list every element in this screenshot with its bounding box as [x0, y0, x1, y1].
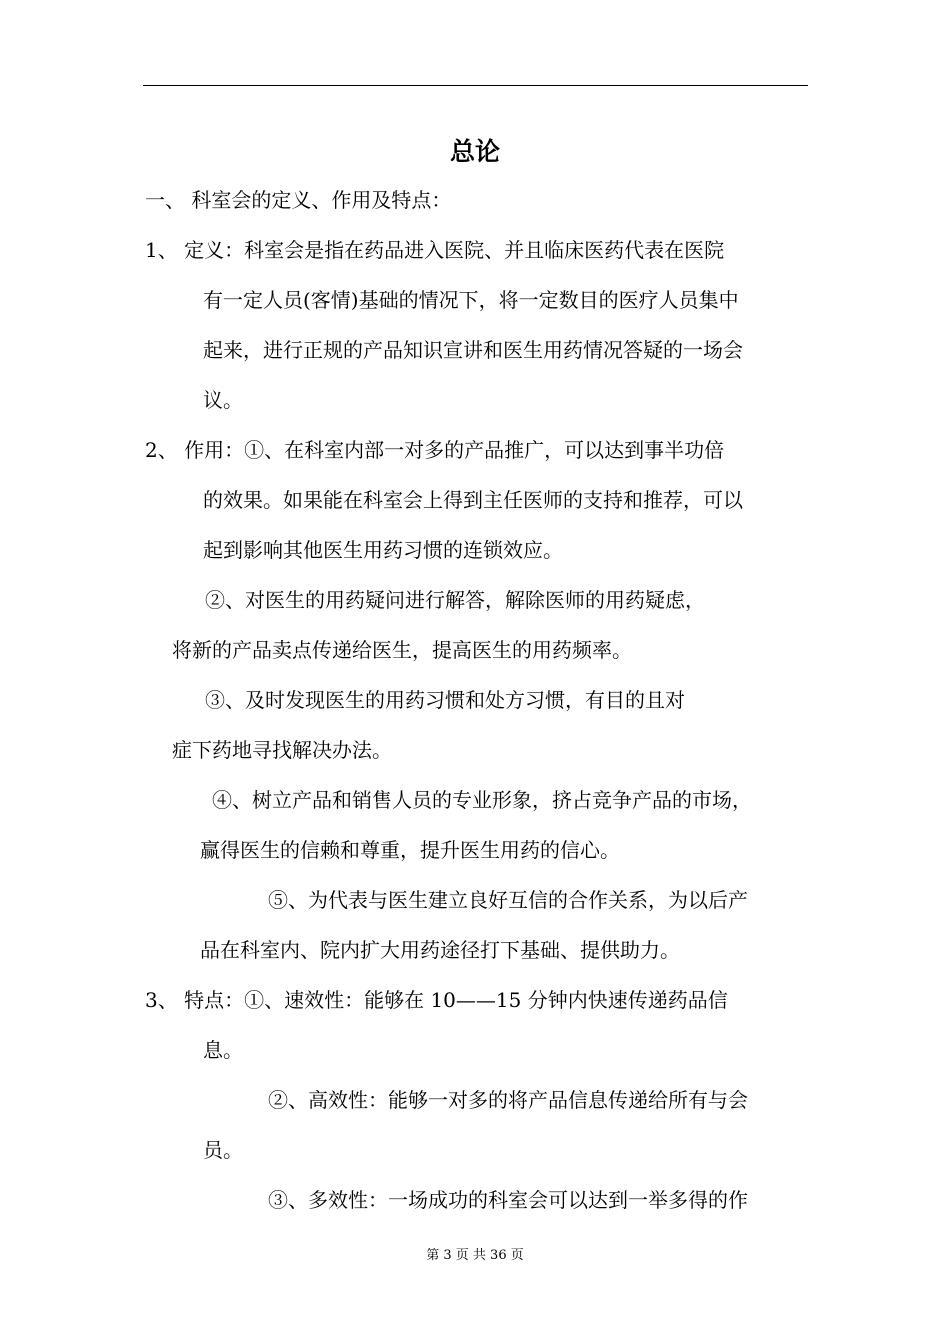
- paragraph-line: 2、 作用：①、在科室内部一对多的产品推广，可以达到事半功倍: [145, 438, 725, 462]
- paragraph-line: 员。: [203, 1138, 243, 1162]
- paragraph-line: 3、 特点：①、速效性：能够在 10——15 分钟内快速传递药品信: [145, 988, 728, 1012]
- paragraph-line: 有一定人员(客情)基础的情况下，将一定数目的医疗人员集中: [203, 288, 739, 312]
- header-rule: [143, 85, 808, 86]
- paragraph-line: ②、高效性：能够一对多的将产品信息传递给所有与会: [268, 1088, 748, 1112]
- paragraph-line: 品在科室内、院内扩大用药途径打下基础、提供助力。: [200, 938, 680, 962]
- paragraph-line: ④、树立产品和销售人员的专业形象，挤占竞争产品的市场，: [212, 788, 752, 812]
- section-heading: 一、 科室会的定义、作用及特点：: [145, 188, 452, 212]
- paragraph-line: 起到影响其他医生用药习惯的连锁效应。: [203, 538, 563, 562]
- paragraph-line: ③、及时发现医生的用药习惯和处方习惯，有目的且对: [205, 688, 685, 712]
- paragraph-line: 赢得医生的信赖和尊重，提升医生用药的信心。: [200, 838, 620, 862]
- paragraph-line: 将新的产品卖点传递给医生，提高医生的用药频率。: [172, 638, 632, 662]
- page-title: 总论: [449, 137, 500, 166]
- paragraph-line: 息。: [203, 1038, 243, 1062]
- paragraph-line: 起来，进行正规的产品知识宣讲和医生用药情况答疑的一场会: [203, 338, 743, 362]
- paragraph-line: 1、 定义：科室会是指在药品进入医院、并且临床医药代表在医院: [145, 238, 725, 262]
- paragraph-line: ⑤、为代表与医生建立良好互信的合作关系，为以后产: [268, 888, 748, 912]
- paragraph-line: 议。: [203, 388, 243, 412]
- paragraph-line: 的效果。如果能在科室会上得到主任医师的支持和推荐，可以: [203, 488, 743, 512]
- paragraph-line: ②、对医生的用药疑问进行解答，解除医师的用药疑虑，: [205, 588, 705, 612]
- paragraph-line: 症下药地寻找解决办法。: [172, 738, 392, 762]
- page-number-footer: 第 3 页 共 36 页: [426, 1248, 524, 1263]
- paragraph-line: ③、多效性：一场成功的科室会可以达到一举多得的作: [268, 1188, 748, 1212]
